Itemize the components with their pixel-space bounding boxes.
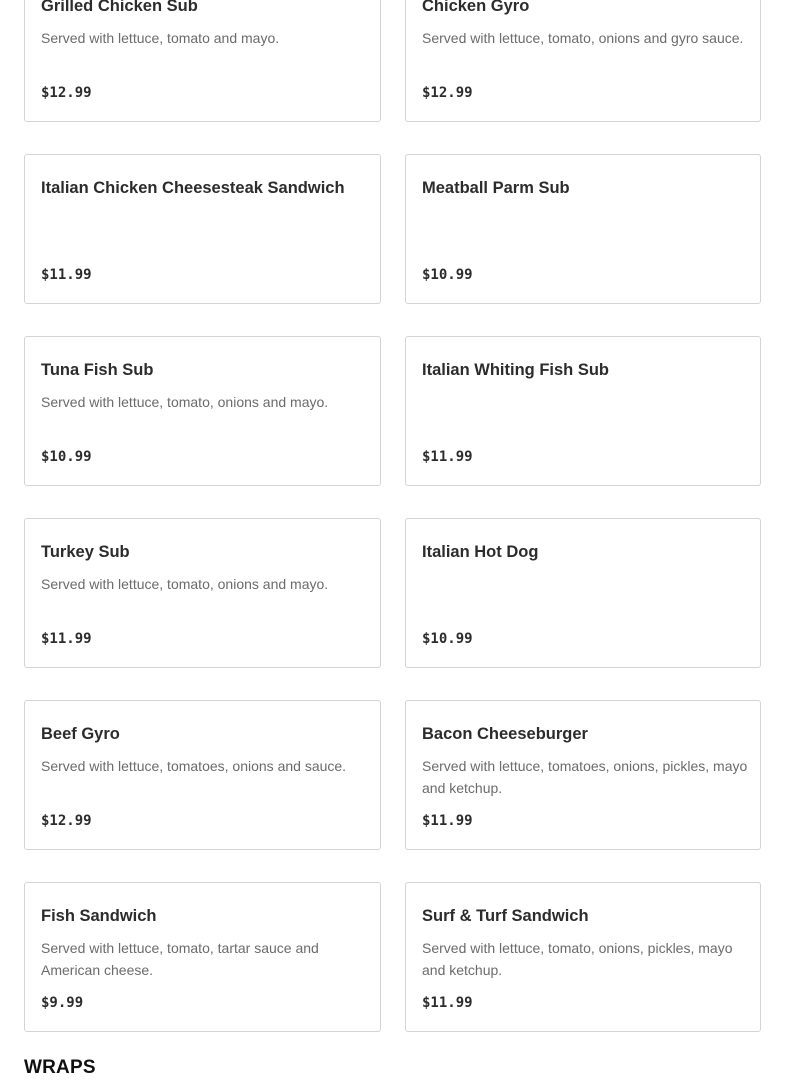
menu-item-card[interactable] [24, 154, 381, 304]
menu-item-price: $11.99 [41, 267, 92, 283]
menu-item-description: Served with lettuce, tomato, onions, pickles, mayo and ketchup. [422, 940, 733, 978]
menu-item-name: Italian Hot Dog [422, 543, 539, 561]
section-heading-wraps: WRAPS [24, 1057, 96, 1078]
menu-item-name: Italian Chicken Cheesesteak Sandwich [41, 179, 345, 197]
menu-item-card[interactable] [405, 518, 761, 668]
menu-item-card[interactable] [24, 336, 381, 486]
menu-item-name: Bacon Cheeseburger [422, 725, 588, 743]
menu-item-name: Fish Sandwich [41, 907, 157, 925]
menu-item-name: Meatball Parm Sub [422, 179, 570, 197]
menu-item-description: Served with lettuce, tomato, onions and gyro sauce. [422, 30, 744, 46]
menu-item-price: $11.99 [422, 995, 473, 1011]
menu-item-card[interactable] [24, 518, 381, 668]
menu-item-price: $11.99 [422, 449, 473, 465]
menu-item-description: Served with lettuce, tomatoes, onions and sauce. [41, 758, 347, 774]
menu-item-price: $10.99 [41, 449, 92, 465]
menu-item-price: $10.99 [422, 631, 473, 647]
menu-item-grid [24, 0, 761, 1032]
menu-item-description: Served with lettuce, tomatoes, onions, pickles, mayo and ketchup. [422, 758, 748, 796]
menu-item-name: Beef Gyro [41, 725, 120, 743]
menu-item-card[interactable] [405, 882, 761, 1032]
menu-item-name: Surf & Turf Sandwich [422, 907, 589, 925]
menu-item-price: $9.99 [41, 995, 84, 1011]
menu-item-card[interactable] [405, 154, 761, 304]
menu-item-card[interactable] [24, 882, 381, 1032]
menu-item-name: Chicken Gyro [422, 0, 530, 15]
menu-item-card[interactable] [405, 336, 761, 486]
menu-item-name: Italian Whiting Fish Sub [422, 361, 609, 379]
menu-item-card[interactable] [405, 0, 761, 122]
menu-item-price: $10.99 [422, 267, 473, 283]
menu-item-description: Served with lettuce, tomato, onions and mayo. [41, 394, 329, 410]
menu-item-price: $12.99 [41, 813, 92, 829]
menu-item-name: Tuna Fish Sub [41, 361, 154, 379]
menu-item-price: $11.99 [422, 813, 473, 829]
menu-item-card[interactable] [24, 0, 381, 122]
menu-item-price: $12.99 [41, 85, 92, 101]
menu-item-price: $11.99 [41, 631, 92, 647]
menu-item-name: Grilled Chicken Sub [41, 0, 198, 15]
menu-item-price: $12.99 [422, 85, 473, 101]
menu-item-description: Served with lettuce, tomato, onions and mayo. [41, 576, 329, 592]
menu-item-description: Served with lettuce, tomato, tartar sauce and American cheese. [41, 940, 319, 978]
menu-item-card[interactable] [405, 700, 761, 850]
menu-item-description: Served with lettuce, tomato and mayo. [41, 30, 280, 46]
menu-item-name: Turkey Sub [41, 543, 130, 561]
menu-item-card[interactable] [24, 700, 381, 850]
